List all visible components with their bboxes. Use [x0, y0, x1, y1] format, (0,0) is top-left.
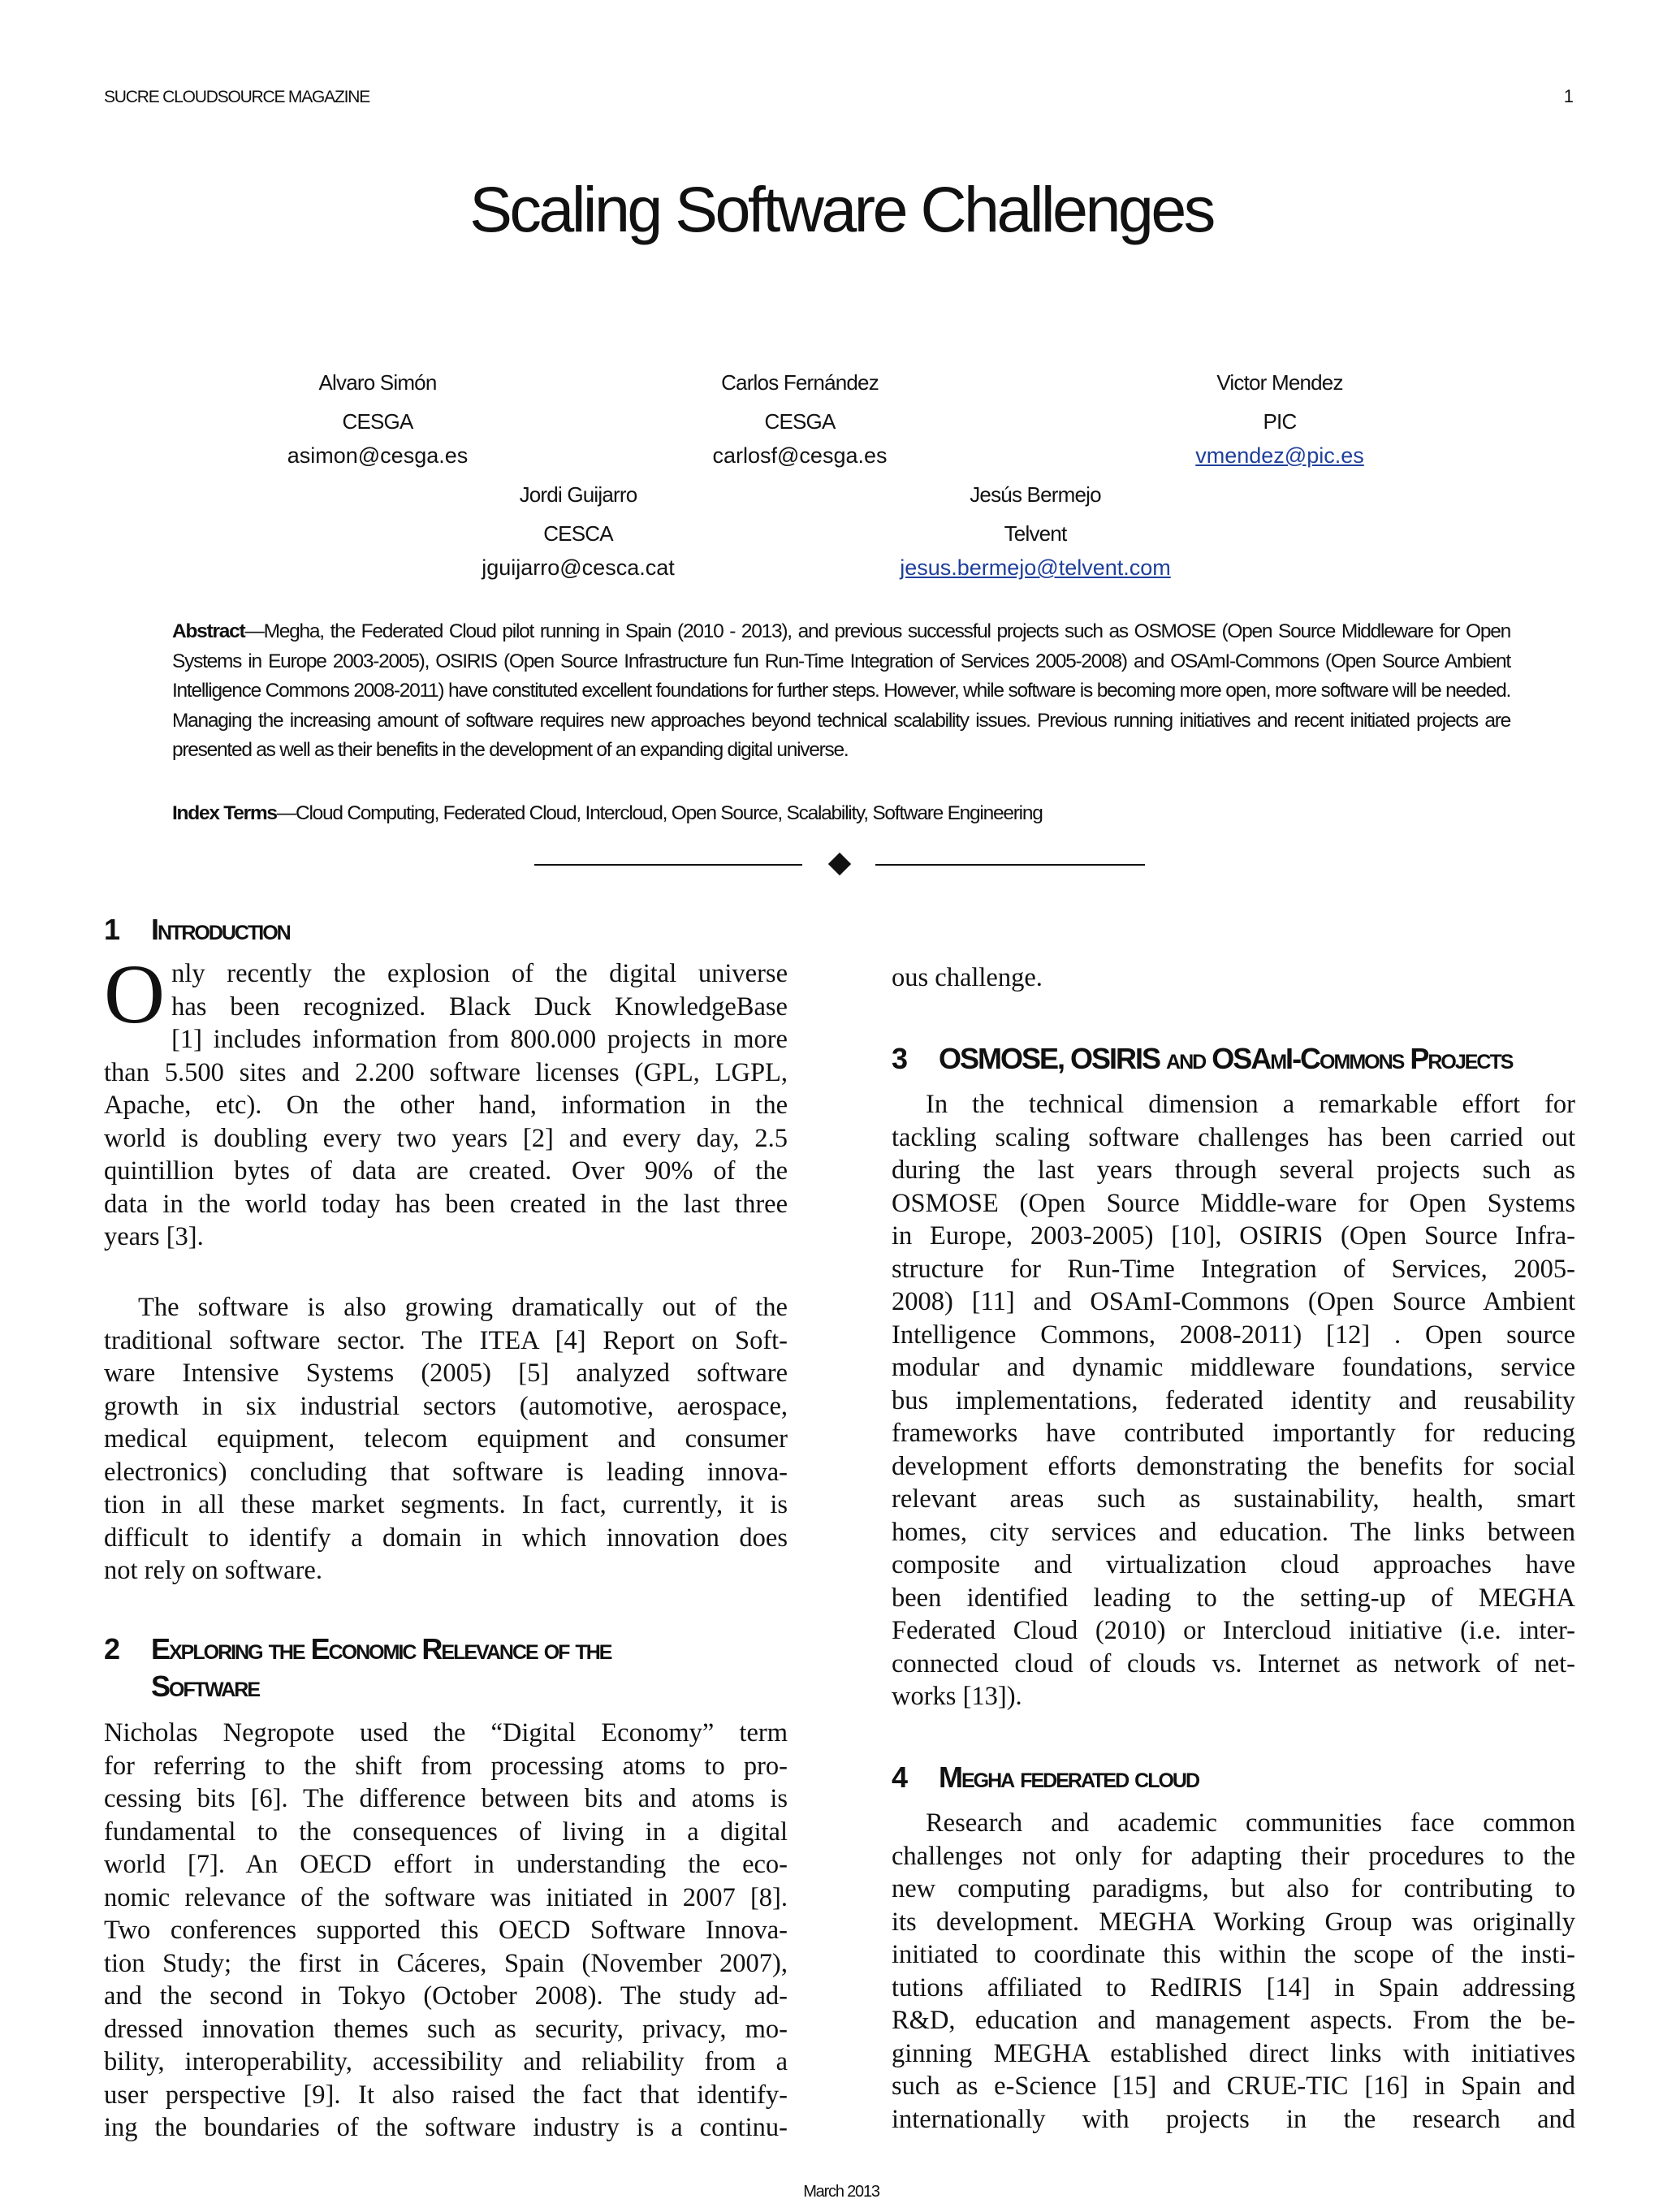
drop-cap: O	[104, 948, 166, 1041]
section-number: 4	[892, 1761, 907, 1794]
text-line: tion Study; the first in Cáceres, Spain (November 2007),	[104, 1948, 788, 1978]
text-line: world [7]. An OECD effort in understanding the eco-	[104, 1850, 788, 1879]
author-name: Carlos Fernández	[721, 370, 879, 395]
author-name: Jesús Bermejo	[970, 482, 1101, 507]
text-line: Two conferences supported this OECD Software Innova-	[104, 1916, 788, 1945]
text-line: tackling scaling software challenges has been carried out	[892, 1122, 1575, 1152]
text-line: data in the world today has been created in the last three	[104, 1189, 788, 1219]
text-line: Federated Cloud (2010) or Intercloud initiative (i.e. inter-	[892, 1616, 1575, 1645]
author-email: asimon@cesga.es	[287, 443, 469, 468]
section-title: Exploring the Economic Relevance of the	[151, 1632, 611, 1665]
text-line: modular and dynamic middleware foundations, service	[892, 1353, 1575, 1382]
author-email-link[interactable]: vmendez@pic.es	[1195, 443, 1364, 468]
text-line: homes, city services and education. The links between	[892, 1517, 1575, 1547]
text-line: for referring to the shift from processing atoms to pro-	[104, 1751, 788, 1781]
text-line: than 5.500 sites and 2.200 software licenses (GPL, LGPL,	[104, 1057, 788, 1087]
text-line: works [13]).	[892, 1682, 1022, 1711]
text-line: its development. MEGHA Working Group was originally	[892, 1907, 1575, 1937]
text-line: difficult to identify a domain in which innovation does	[104, 1523, 788, 1553]
index-terms	[172, 802, 1510, 825]
abstract-label: Abstract	[172, 620, 245, 642]
text-line: and the second in Tokyo (October 2008). The study ad-	[104, 1981, 788, 2011]
text-line: Nicholas Negropote used the “Digital Economy” term	[104, 1718, 788, 1748]
text-line: connected cloud of clouds vs. Internet as network of net-	[892, 1648, 1575, 1678]
author-name: Alvaro Simón	[318, 370, 437, 395]
text-line: In the technical dimension a remarkable effort for	[926, 1090, 1575, 1119]
author-email-link[interactable]: jesus.bermejo@telvent.com	[900, 555, 1171, 580]
separator-rule-right	[875, 864, 1145, 866]
text-line: Apache, etc). On the other hand, information in the	[104, 1091, 788, 1120]
paragraph-intro-1	[104, 948, 788, 1254]
text-line: electronics) concluding that software is leading innova-	[104, 1457, 788, 1487]
section-title-continued: Software	[151, 1670, 259, 1703]
text-line: OSMOSE (Open Source Middle-ware for Open Systems	[892, 1188, 1575, 1218]
text-line: nomic relevance of the software was initiated in 2007 [8].	[104, 1882, 788, 1912]
text-line: quintillion bytes of data are created. Over 90% of the	[104, 1156, 788, 1186]
section-title: Megha federated cloud	[939, 1761, 1199, 1794]
paragraph-economic-continued	[892, 961, 1575, 995]
diamond-icon	[828, 853, 851, 875]
section-title: Introduction	[151, 913, 290, 946]
section-title: OSMOSE, OSIRIS and OSAmI-Commons Projects	[939, 1042, 1513, 1075]
text-line: medical equipment, telecom equipment and consumer	[104, 1424, 788, 1454]
text-line: ous challenge.	[892, 963, 1043, 992]
text-line: been identified leading to the setting-up of MEGHA	[892, 1583, 1575, 1613]
index-terms-text: Cloud Computing, Federated Cloud, Intercloud, Open Source, Scalability, Software Engineering	[296, 802, 1043, 824]
author-email: jguijarro@cesca.cat	[482, 555, 675, 580]
abstract-text: Megha, the Federated Cloud pilot running in Spain (2010 - 2013), and previous successful projects such as OSMOSE (Open Source Middleware for Open Systems in Europe 2003-2005), OSIRIS (Open Source Infrastructure fun Run-Time Integration of Services 2005-2008) and OSAmI-Commons (Open Source Ambient Intelligence Commons 2008-2011) have constituted excellent foundations for further steps. However, while software is becoming more open, more software will be needed. Managing the increasing amount of software requires new approaches beyond technical scalability issues. Previous running initiatives and recent initiated projects are presented as well as their benefits in the development of an expanding digital universe.	[172, 620, 1510, 761]
author-affiliation: PIC	[1263, 409, 1297, 434]
text-line: 2008) [11] and OSAmI-Commons (Open Source Ambient	[892, 1287, 1575, 1316]
author-name: Jordi Guijarro	[519, 482, 637, 507]
text-line: composite and virtualization cloud approaches have	[892, 1550, 1575, 1579]
text-line: years [3].	[104, 1222, 204, 1251]
text-line: bus implementations, federated identity and reusability	[892, 1385, 1575, 1415]
text-line: Research and academic communities face common	[926, 1808, 1575, 1838]
text-line: frameworks have contributed importantly for reducing	[892, 1419, 1575, 1448]
paper-title: Scaling Software Challenges	[469, 173, 1213, 245]
text-line: has been recognized. Black Duck KnowledgeBase	[171, 992, 788, 1022]
paragraph-intro-2	[104, 1291, 788, 1588]
text-line: not rely on software.	[104, 1556, 322, 1585]
text-line: structure for Run-Time Integration of Services, 2005-	[892, 1254, 1575, 1284]
abstract	[172, 617, 1510, 766]
text-line: internationally with projects in the research and	[892, 2104, 1575, 2134]
page-footer: March 2013	[803, 2183, 879, 2201]
author-email: carlosf@cesga.es	[712, 443, 888, 468]
text-line: such as e-Science [15] and CRUE-TIC [16] in Spain and	[892, 2072, 1575, 2101]
text-line: growth in six industrial sectors (automotive, aerospace,	[104, 1391, 788, 1421]
text-line: in Europe, 2003-2005) [10], OSIRIS (Open Source Infra-	[892, 1221, 1575, 1251]
text-line: traditional software sector. The ITEA [4] Report on Soft-	[104, 1325, 788, 1355]
page-number: 1	[1563, 86, 1574, 106]
text-line: cessing bits [6]. The difference between bits and atoms is	[104, 1784, 788, 1813]
running-head: SUCRE CLOUDSOURCE MAGAZINE	[104, 88, 370, 106]
text-line: bility, interoperability, accessibility and reliability from a	[104, 2047, 788, 2076]
section-number: 1	[104, 913, 119, 946]
text-line: The software is also growing dramatically out of the	[138, 1293, 788, 1322]
paragraph-projects	[892, 1088, 1575, 1713]
section-number: 3	[892, 1042, 907, 1075]
text-line: ginning MEGHA established direct links with initiatives	[892, 2038, 1575, 2068]
text-line: tion in all these market segments. In fact, currently, it is	[104, 1490, 788, 1519]
text-line: world is doubling every two years [2] and every day, 2.5	[104, 1123, 788, 1153]
text-line: dressed innovation themes such as security, privacy, mo-	[104, 2014, 788, 2044]
text-line: new computing paradigms, but also for contributing to	[892, 1874, 1575, 1903]
author-affiliation: CESCA	[543, 521, 613, 546]
author-affiliation: Telvent	[1004, 521, 1067, 546]
index-terms-label: Index Terms	[172, 802, 277, 824]
text-line: tutions affiliated to RedIRIS [14] in Spain addressing	[892, 1972, 1575, 2002]
section-separator	[534, 853, 1145, 877]
index-terms-dash: —	[276, 802, 296, 824]
paragraph-megha	[892, 1807, 1575, 2136]
author-affiliation: CESGA	[764, 409, 836, 434]
text-line: ware Intensive Systems (2005) [5] analyzed software	[104, 1359, 788, 1388]
paragraph-economic	[104, 1717, 788, 2145]
text-line: nly recently the explosion of the digital universe	[171, 959, 788, 988]
text-line: development efforts demonstrating the benefits for social	[892, 1451, 1575, 1481]
section-number: 2	[104, 1632, 119, 1665]
separator-rule-left	[534, 864, 802, 866]
author-affiliation: CESGA	[342, 409, 413, 434]
author-name: Victor Mendez	[1216, 370, 1343, 395]
text-line: fundamental to the consequences of living in a digital	[104, 1817, 788, 1847]
text-line: user perspective [9]. It also raised the fact that identify-	[104, 2080, 788, 2110]
text-line: ing the boundaries of the software industry is a continu-	[104, 2113, 788, 2142]
text-line: during the last years through several projects such as	[892, 1156, 1575, 1185]
text-line: [1] includes information from 800.000 projects in more	[171, 1025, 788, 1054]
text-line: relevant areas such as sustainability, health, smart	[892, 1484, 1575, 1514]
text-line: challenges not only for adapting their procedures to the	[892, 1841, 1575, 1871]
text-line: R&D, education and management aspects. From the be-	[892, 2006, 1575, 2035]
text-line: initiated to coordinate this within the scope of the insti-	[892, 1940, 1575, 1969]
text-line: Intelligence Commons, 2008-2011) [12] . Open source	[892, 1320, 1575, 1350]
abstract-dash: —	[244, 620, 264, 642]
